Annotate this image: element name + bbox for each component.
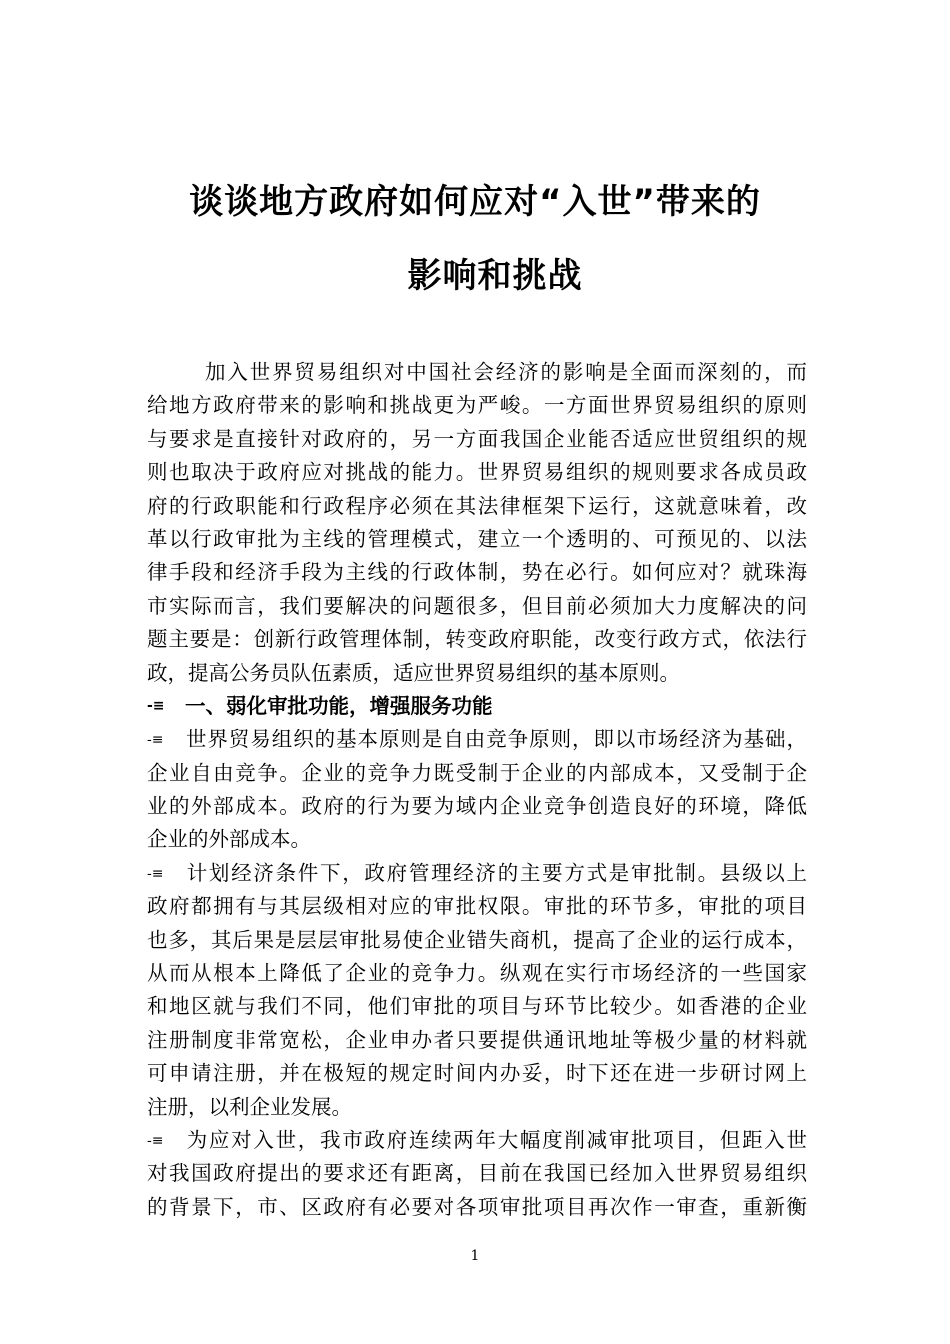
intro-line: 题主要是：创新行政管理体制，转变政府职能，改变行政方式，依法行 xyxy=(147,627,807,652)
paragraph-1-line: 企业自由竞争。企业的竞争力既受制于企业的内部成本，又受制于企 xyxy=(147,760,807,785)
intro-line: 则也取决于政府应对挑战的能力。世界贸易组织的规则要求各成员政 xyxy=(147,460,807,485)
intro-line: 给地方政府带来的影响和挑战更为严峻。一方面世界贸易组织的原则 xyxy=(147,393,807,418)
paragraph-2-line: 可申请注册，并在极短的规定时间内办妥，时下还在进一步研讨网上 xyxy=(147,1061,807,1086)
paragraph-3-line: 对我国政府提出的要求还有距离，目前在我国已经加入世界贸易组织 xyxy=(147,1161,807,1186)
section-heading-text: 一、弱化审批功能，增强服务功能 xyxy=(185,693,493,718)
paragraph-2-text: 计划经济条件下，政府管理经济的主要方式是审批制。县级以上 xyxy=(185,860,807,885)
section-heading xyxy=(147,690,807,723)
paragraph-marker: -≡ xyxy=(147,732,164,749)
paragraph-marker: -≡ xyxy=(147,698,165,715)
page-number: 1 xyxy=(470,1248,480,1264)
paragraph-1-line: 企业的外部成本。 xyxy=(147,827,311,852)
paragraph-3-text: 为应对入世，我市政府连续两年大幅度削减审批项目，但距入世 xyxy=(185,1127,807,1152)
paragraph-2-line: 注册制度非常宽松，企业申办者只要提供通讯地址等极少量的材料就 xyxy=(147,1027,807,1052)
paragraph-marker: -≡ xyxy=(147,865,164,882)
paragraph-2-line: 注册，以利企业发展。 xyxy=(147,1094,352,1119)
paragraph-2-line xyxy=(147,857,807,890)
intro-line: 府的行政职能和行政程序必须在其法律框架下运行，这就意味着，改 xyxy=(147,493,807,518)
document-title-line-2: 影响和挑战 xyxy=(407,256,583,296)
paragraph-2-line: 和地区就与我们不同，他们审批的项目与环节比较少。如香港的企业 xyxy=(147,994,807,1019)
paragraph-3-line: 的背景下，市、区政府有必要对各项审批项目再次作一审查，重新衡 xyxy=(147,1194,807,1219)
paragraph-1-line xyxy=(147,723,807,756)
document-body xyxy=(147,356,807,1224)
document-title-line-1: 谈谈地方政府如何应对“入世”带来的 xyxy=(189,182,761,222)
intro-line: 律手段和经济手段为主线的行政体制，势在必行。如何应对？就珠海 xyxy=(147,560,807,585)
paragraph-1-line: 业的外部成本。政府的行为要为域内企业竞争创造良好的环境，降低 xyxy=(147,794,807,819)
intro-line: 与要求是直接针对政府的，另一方面我国企业能否适应世贸组织的规 xyxy=(147,426,807,451)
intro-line: 革以行政审批为主线的管理模式，建立一个透明的、可预见的、以法 xyxy=(147,526,807,551)
paragraph-1-text: 世界贸易组织的基本原则是自由竞争原则，即以市场经济为基础， xyxy=(185,727,807,752)
intro-line: 政，提高公务员队伍素质，适应世界贸易组织的基本原则。 xyxy=(147,660,680,685)
paragraph-marker: -≡ xyxy=(147,1132,164,1149)
paragraph-2-line: 也多，其后果是层层审批易使企业错失商机，提高了企业的运行成本， xyxy=(147,927,807,952)
intro-line: 市实际而言，我们要解决的问题很多，但目前必须加大力度解决的问 xyxy=(147,593,807,618)
paragraph-3-line xyxy=(147,1124,807,1157)
paragraph-2-line: 从而从根本上降低了企业的竞争力。纵观在实行市场经济的一些国家 xyxy=(147,961,807,986)
intro-line: 加入世界贸易组织对中国社会经济的影响是全面而深刻的，而 xyxy=(205,360,807,384)
paragraph-2-line: 政府都拥有与其层级相对应的审批权限。审批的环节多，审批的项目 xyxy=(147,894,807,919)
